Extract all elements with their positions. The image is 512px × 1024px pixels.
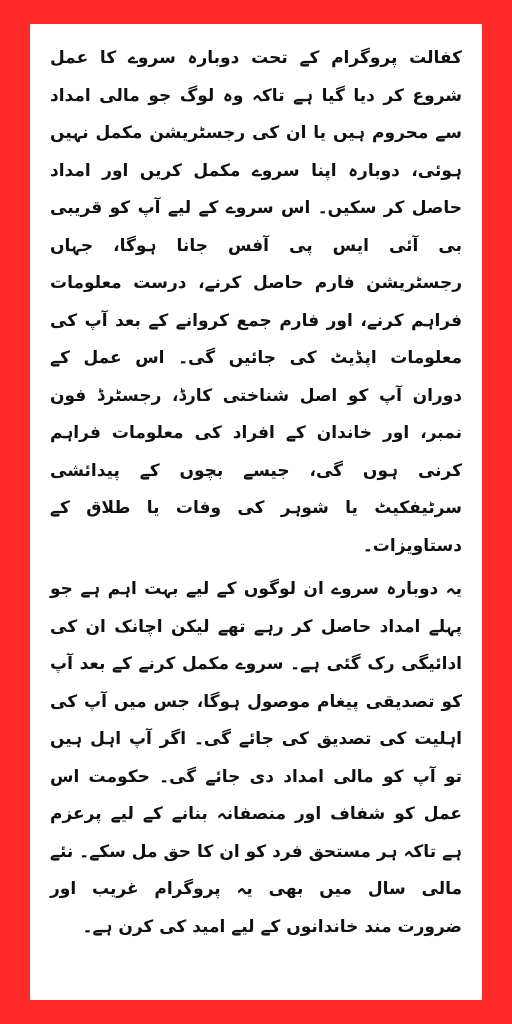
article-paragraph-2: یہ دوبارہ سروے ان لوگوں کے لیے بہت اہم ہے جو پہلے امداد حاصل کر رہے تھے لیکن اچانک ان کی ادائیگی رک گئی ہے۔ سروے مکمل کرنے کے بعد آپ کو تصدیقی پیغام موصول ہوگا، جس میں آپ کی اہلیت کی تصدیق کی جائے گی۔ اگر آپ اہل ہیں تو آپ کو مالی امداد دی جائے گی۔ حکومت اس عمل کو شفاف اور منصفانہ بنانے کے لیے پرعزم ہے تاکہ ہر مستحق فرد کو ان کا حق مل سکے۔ نئے مالی سال میں بھی یہ پروگرام غریب اور ضرورت مند خاندانوں کے لیے امید کی کرن ہے۔ xyxy=(50,579,462,937)
article-body xyxy=(50,40,462,952)
article-paragraph-1: کفالت پروگرام کے تحت دوبارہ سروے کا عمل شروع کر دیا گیا ہے تاکہ وہ لوگ جو مالی امداد سے محروم ہیں یا ان کی رجسٹریشن مکمل نہیں ہوئی، دوبارہ اپنا سروے مکمل کریں اور امداد حاصل کر سکیں۔ اس سروے کے لیے آپ کو قریبی بی آئی ایس پی آفس جانا ہوگا، جہاں رجسٹریشن فارم حاصل کرنے، درست معلومات فراہم کرنے، اور فارم جمع کروانے کے بعد آپ کی معلومات اپڈیٹ کی جائیں گی۔ اس عمل کے دوران آپ کو اصل شناختی کارڈ، رجسٹرڈ فون نمبر، اور خاندان کے افراد کی معلومات فراہم کرنی ہوں گی، جیسے بچوں کے پیدائشی سرٹیفکیٹ یا شوہر کی وفات یا طلاق کے دستاویزات۔ xyxy=(50,48,462,556)
